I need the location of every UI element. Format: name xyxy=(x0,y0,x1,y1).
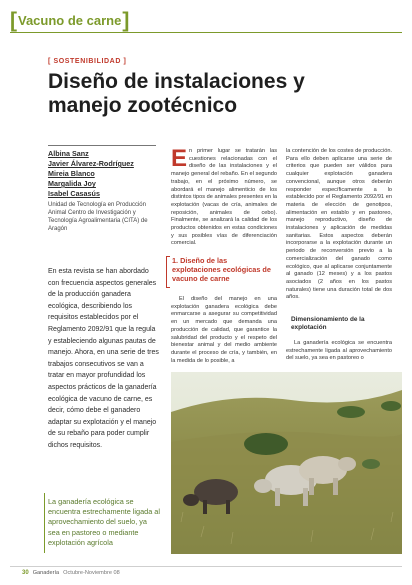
issue-date: Octubre-Noviembre 08 xyxy=(63,570,120,576)
section-title: Vacuno de carne xyxy=(18,12,122,28)
body-column-3-top xyxy=(286,148,392,302)
pull-quote: La ganadería ecológica se encuentra estrechamente ligada al aprovechamiento del suelo, ya sea en pastoreo o mediante explotación agrícola xyxy=(48,497,160,547)
page-number: 30 xyxy=(22,570,29,576)
section-bracket-close: ] xyxy=(122,8,130,32)
authors-divider xyxy=(48,145,156,146)
body-paragraph: El diseño del manejo en una explotación ganadera ecológica debe enmarcarse a asegurar su competitividad en un mercado que demanda una producción de calidad, que garantice la salubridad del producto y el respeto del bienestar animal y del medio ambiente durante el proceso de cría, y también, en la medida de lo posible, a xyxy=(171,296,277,364)
footer-divider xyxy=(10,566,402,567)
author-name: Margalida Joy xyxy=(48,179,96,188)
drop-cap: E xyxy=(171,145,188,172)
section-bracket-open: [ xyxy=(10,8,17,32)
page-footer xyxy=(22,570,120,576)
pullquote-rule xyxy=(44,493,45,553)
author-name: Mireia Blanco xyxy=(48,169,95,178)
author-name: Javier Álvarez-Rodríguez xyxy=(48,159,134,168)
cattle-pasture-photo xyxy=(171,372,402,554)
article-title: Diseño de instalaciones y manejo zootécnico xyxy=(48,70,305,117)
body-paragraph: la contención de los costes de producción. Para ello deben aplicarse una serie de criterios que pueden ser válidos para cualquier explotación ganadera convencional, aunque otros deberán responder específicamente a lo establecido por el Reglamento 2092/91 en materia de elección de genotipos, alimentación en establo y en pastoreo, manejo reproductivo, diseño de instalaciones y aplicación de medidas sanitarias. Estos aspectos deberán incorporarse a la explotación durante un periodo de reconversión previo a la comercialización del ganado como ecológico, que al aplicarse conjuntamente al ganado (12 meses) y a los pastos asociados (2 años en los pastos naturales) tiene una duración total de dos años. xyxy=(286,148,392,301)
header-divider xyxy=(10,32,402,33)
author-block xyxy=(48,149,160,233)
body-paragraph: La ganadería ecológica se encuentra estrechamente ligada al aprovechamiento del suelo, ya sea en pastoreo o xyxy=(286,340,392,362)
author-name: Isabel Casasús xyxy=(48,189,100,198)
body-column-3-bottom xyxy=(286,340,392,363)
author-name: Albina Sanz xyxy=(48,149,89,158)
body-column-2-bottom xyxy=(171,266,277,365)
photo-illustration xyxy=(171,372,402,554)
subheading-2: Dimensionamiento de la explotación xyxy=(291,316,365,332)
magazine-name: Ganadería xyxy=(32,570,60,576)
subheading-1: 1. Diseño de las explotaciones ecológicas de vacuno de carne xyxy=(172,256,271,283)
author-affiliation: Unidad de Tecnología en Producción Animal Centro de Investigación y Tecnología Agroalimentaria (CITA) de Aragón xyxy=(48,202,148,232)
category-tag: [ SOSTENIBILIDAD ] xyxy=(48,58,127,65)
body-paragraph: n primer lugar se tratarán las cuestiones relacionadas con el diseño de las instalaciones y el manejo general del rebaño. En el segundo trabajo, en el próximo número, se abordará el manejo alimenticio de los distintos tipos de animales presentes en la explotación (vacas de cría, animales de reposición, animales de cebo). Finalmente, se analizará la calidad de los productos obtenidos en estas condiciones y sus posibles vías de diferenciación comercial. xyxy=(171,148,277,247)
body-column-2-top xyxy=(171,145,277,248)
article-intro: En esta revista se han abordado con frecuencia aspectos generales de la producción ganadera ecológica, describiendo los requisitos establecidos por el Reglamento 2092/91 que la regula y estableciendo algunas pautas de manejo. Ahora, en una serie de tres trabajos consecutivos se van a tratar en mayor profundidad los aspectos prácticos de la ganadería ecológica de vacuno de carne, es decir, cómo debe el ganadero adaptar su explotación y el manejo de su rebaño para poder cumplir dichos requisitos. xyxy=(48,268,159,449)
subheading-bracket xyxy=(166,256,170,288)
section-header xyxy=(10,8,129,32)
